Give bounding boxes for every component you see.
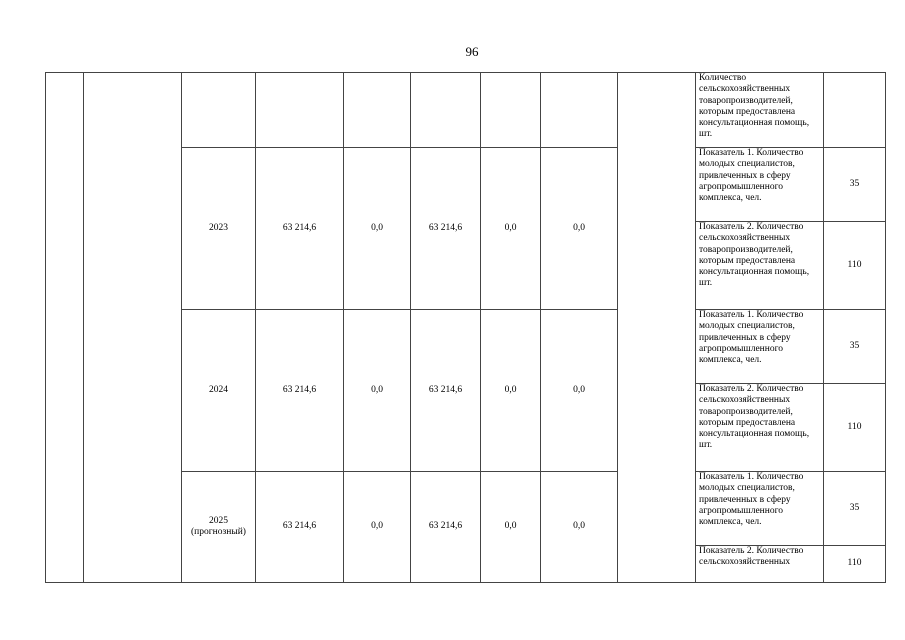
- indicator-text: Показатель 2. Количество сельскохозяйственных товаропроизводителей, которым предоставлена консультационная помощь, шт.: [696, 384, 824, 472]
- year-cell: [182, 310, 256, 472]
- funding-cell: 0,0: [541, 472, 618, 583]
- indicator-value: 110: [824, 546, 886, 583]
- indicator-value: 35: [824, 148, 886, 222]
- table-row-continuation: [46, 73, 886, 148]
- indicator-value: 35: [824, 472, 886, 546]
- funding-cell: [541, 73, 618, 148]
- page-number: 96: [465, 44, 479, 59]
- year-label: 2024: [209, 384, 228, 395]
- total-cell: 63 214,6: [256, 472, 344, 583]
- year-label: 2023: [209, 222, 228, 233]
- number-cell: [46, 73, 84, 583]
- funding-cell: [411, 73, 481, 148]
- funding-cell: 0,0: [541, 148, 618, 310]
- funding-cell: 63 214,6: [411, 472, 481, 583]
- funding-cell: 63 214,6: [411, 310, 481, 472]
- year-cell: [182, 472, 256, 583]
- program-table: [45, 72, 886, 583]
- funding-cell: 0,0: [541, 310, 618, 472]
- indicator-value: 110: [824, 384, 886, 472]
- funding-cell: 0,0: [481, 472, 541, 583]
- indicator-text-cut: Показатель 2. Количество сельскохозяйственных: [699, 546, 804, 568]
- funding-cell: 63 214,6: [411, 148, 481, 310]
- indicator-text: Показатель 2. Количество сельскохозяйственных товаропроизводителей, которым предоставлена консультационная помощь, шт.: [696, 222, 824, 310]
- activity-name-cell: [84, 73, 182, 583]
- indicator-value: 35: [824, 310, 886, 384]
- funding-cell: 0,0: [481, 148, 541, 310]
- year-note: (прогнозный): [191, 527, 246, 537]
- total-cell: 63 214,6: [256, 310, 344, 472]
- indicator-text: Показатель 1. Количество молодых специалистов, привлеченных в сферу агропромышленного комплекса, чел.: [696, 310, 824, 384]
- indicator-text: [696, 546, 824, 583]
- indicator-text: Показатель 1. Количество молодых специалистов, привлеченных в сферу агропромышленного комплекса, чел.: [696, 148, 824, 222]
- indicator-value: 110: [824, 222, 886, 310]
- funding-cell: 0,0: [344, 310, 411, 472]
- indicator-value: [824, 73, 886, 148]
- indicator-text: Показатель 1. Количество молодых специалистов, привлеченных в сферу агропромышленного комплекса, чел.: [696, 472, 824, 546]
- year-cell: [182, 73, 256, 148]
- total-cell: [256, 73, 344, 148]
- indicator-text: Количество сельскохозяйственных товаропроизводителей, которым предоставлена консультационная помощь, шт.: [696, 73, 824, 148]
- year-label: 2025: [209, 515, 228, 526]
- funding-cell: [344, 73, 411, 148]
- total-cell: 63 214,6: [256, 148, 344, 310]
- year-cell: [182, 148, 256, 310]
- executor-cell: [618, 73, 696, 583]
- funding-cell: 0,0: [481, 310, 541, 472]
- funding-cell: 0,0: [344, 472, 411, 583]
- funding-cell: 0,0: [344, 148, 411, 310]
- funding-cell: [481, 73, 541, 148]
